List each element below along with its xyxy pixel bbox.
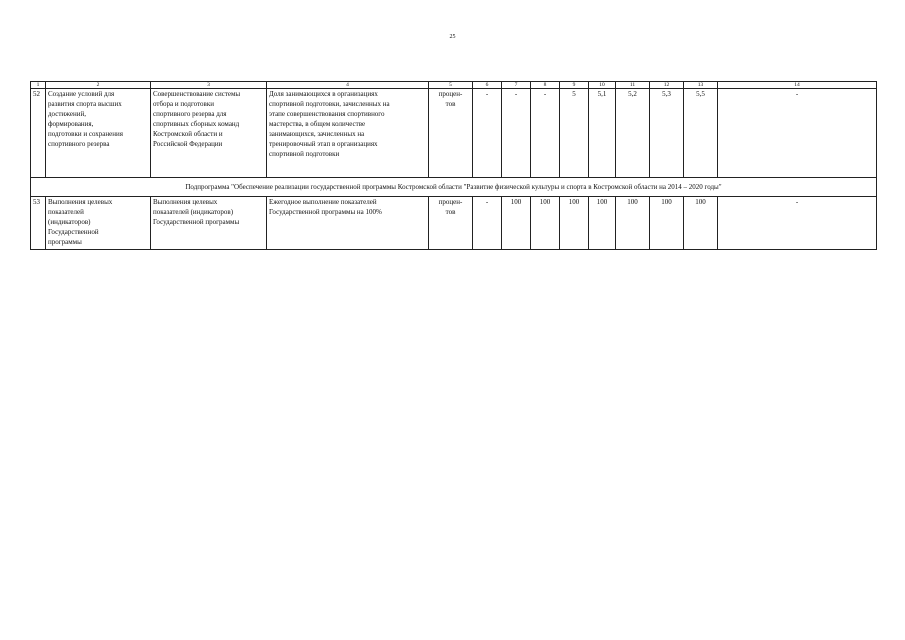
header-cell: 7 (502, 82, 531, 89)
value-cell: 100 (502, 197, 531, 250)
header-cell: 14 (718, 82, 877, 89)
header-cell: 13 (684, 82, 718, 89)
header-cell: 8 (531, 82, 560, 89)
value-cell: 100 (560, 197, 589, 250)
goal-cell: Создание условий для развития спорта высших достижений, формирования, подготовки и сохранения спортивного резерва (46, 89, 151, 178)
page-number: 25 (449, 34, 456, 40)
unit-cell: процен- тов (429, 89, 473, 178)
subprogram-row (31, 178, 877, 197)
column-number-row (31, 82, 877, 89)
value-cell: 100 (616, 197, 650, 250)
header-cell: 1 (31, 82, 46, 89)
header-cell: 9 (560, 82, 589, 89)
note-cell: - (718, 89, 877, 178)
value-cell: 5,5 (684, 89, 718, 178)
value-cell: 100 (650, 197, 684, 250)
indicator-cell: Доля занимающихся в организациях спортивной подготовки, зачисленных на этапе совершенствования спортивного мастерства, в общем количестве занимающихся, зачисленных на тренировочный этап в организациях спортивной подготовки (267, 89, 429, 178)
value-cell: 5 (560, 89, 589, 178)
table-row-52 (31, 89, 877, 178)
subprogram-title: Подпрограмма "Обеспечение реализации государственной программы Костромской области "Развитие физической культуры и спорта в Костромской области на 2014 – 2020 годы" (31, 178, 877, 197)
unit-cell: процен- тов (429, 197, 473, 250)
task-cell: Совершенствование системы отбора и подготовки спортивного резерва для спортивных сборных команд Костромской области и Российской Федерации (151, 89, 267, 178)
header-cell: 2 (46, 82, 151, 89)
indicator-cell: Ежегодное выполнение показателей Государственной программы на 100% (267, 197, 429, 250)
value-cell: - (502, 89, 531, 178)
row-number: 52 (31, 89, 46, 178)
indicators-table (30, 81, 877, 250)
table-row-53 (31, 197, 877, 250)
goal-cell: Выполнения целевых показателей (индикаторов) Государственной программы (46, 197, 151, 250)
note-cell: - (718, 197, 877, 250)
value-cell: - (531, 89, 560, 178)
header-cell: 6 (473, 82, 502, 89)
header-cell: 5 (429, 82, 473, 89)
header-cell: 4 (267, 82, 429, 89)
value-cell: 100 (684, 197, 718, 250)
header-cell: 10 (589, 82, 616, 89)
header-cell: 11 (616, 82, 650, 89)
value-cell: 100 (589, 197, 616, 250)
value-cell: - (473, 89, 502, 178)
value-cell: 100 (531, 197, 560, 250)
header-cell: 12 (650, 82, 684, 89)
row-number: 53 (31, 197, 46, 250)
value-cell: 5,1 (589, 89, 616, 178)
task-cell: Выполнения целевых показателей (индикаторов) Государственной программы (151, 197, 267, 250)
value-cell: 5,2 (616, 89, 650, 178)
value-cell: - (473, 197, 502, 250)
header-cell: 3 (151, 82, 267, 89)
value-cell: 5,3 (650, 89, 684, 178)
